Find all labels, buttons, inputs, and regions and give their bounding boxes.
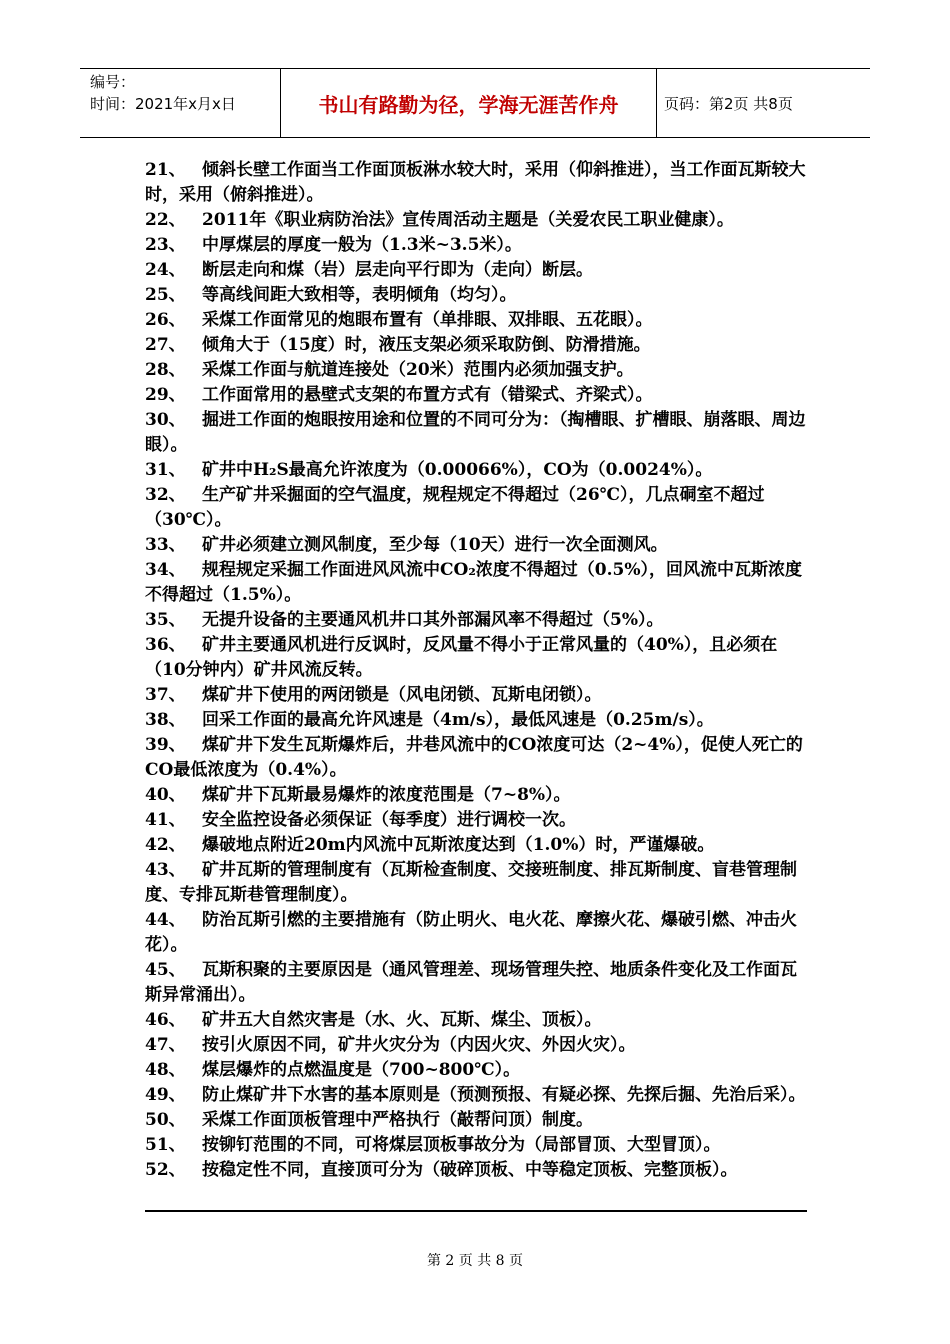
code-label: 编号： xyxy=(90,73,136,91)
list-item xyxy=(145,233,810,258)
item-text: 安全监控设备必须保证（每季度）进行调校一次。 xyxy=(202,810,576,830)
item-number: 38、 xyxy=(145,710,186,730)
item-number: 46、 xyxy=(145,1010,186,1030)
list-item xyxy=(145,358,810,383)
item-text: 煤矿井下发生瓦斯爆炸后，井巷风流中的CO浓度可达（2~4%），促使人死亡的CO最低浓度为（0.4%）。 xyxy=(145,735,803,780)
list-item xyxy=(145,258,810,283)
list-item xyxy=(145,808,810,833)
item-number: 30、 xyxy=(145,410,186,430)
item-number: 25、 xyxy=(145,285,186,305)
list-item xyxy=(145,283,810,308)
item-text: 倾斜长壁工作面当工作面顶板淋水较大时，采用（仰斜推进），当工作面瓦斯较大时，采用（俯斜推进）。 xyxy=(145,160,806,205)
item-number: 48、 xyxy=(145,1060,186,1080)
list-item xyxy=(145,208,810,233)
item-text: 规程规定采掘工作面进风风流中CO₂浓度不得超过（0.5%），回风流中瓦斯浓度不得超过（1.5%）。 xyxy=(145,560,803,605)
item-number: 47、 xyxy=(145,1035,186,1055)
item-text: 矿井主要通风机进行反讽时，反风量不得小于正常风量的（40%），且必须在（10分钟内）矿井风流反转。 xyxy=(145,635,778,680)
item-text: 按铆钉范围的不同，可将煤层顶板事故分为（局部冒顶、大型冒顶）。 xyxy=(202,1135,721,1155)
item-text: 按稳定性不同，直接顶可分为（破碎顶板、中等稳定顶板、完整顶板）。 xyxy=(202,1160,738,1180)
item-number: 28、 xyxy=(145,360,186,380)
list-item xyxy=(145,408,810,458)
item-number: 29、 xyxy=(145,385,186,405)
question-list xyxy=(145,158,810,1183)
item-text: 矿井瓦斯的管理制度有（瓦斯检查制度、交接班制度、排瓦斯制度、盲巷管理制度、专排瓦斯巷管理制度）。 xyxy=(145,860,797,905)
item-text: 断层走向和煤（岩）层走向平行即为（走向）断层。 xyxy=(202,260,593,280)
list-item xyxy=(145,1108,810,1133)
item-number: 51、 xyxy=(145,1135,186,1155)
item-text: 回采工作面的最高允许风速是（4m/s），最低风速是（0.25m/s）。 xyxy=(202,710,714,730)
list-item xyxy=(145,1008,810,1033)
item-number: 22、 xyxy=(145,210,186,230)
item-number: 50、 xyxy=(145,1110,186,1130)
item-number: 49、 xyxy=(145,1085,186,1105)
list-item xyxy=(145,1133,810,1158)
bottom-rule xyxy=(145,1210,807,1212)
item-text: 采煤工作面常见的炮眼布置有（单排眼、双排眼、五花眼）。 xyxy=(202,310,653,330)
item-text: 爆破地点附近20m内风流中瓦斯浓度达到（1.0%）时，严谨爆破。 xyxy=(202,835,715,855)
time-label: 时间：2021年x月x日 xyxy=(90,95,236,113)
list-item xyxy=(145,308,810,333)
list-item xyxy=(145,333,810,358)
item-text: 防治瓦斯引燃的主要措施有（防止明火、电火花、摩擦火花、爆破引燃、冲击火花）。 xyxy=(145,910,797,955)
list-item xyxy=(145,1083,810,1108)
item-text: 矿井必须建立测风制度，至少每（10天）进行一次全面测风。 xyxy=(202,535,668,555)
list-item xyxy=(145,1058,810,1083)
header-page-info: 页码：第2页 共8页 xyxy=(664,94,793,113)
item-number: 42、 xyxy=(145,835,186,855)
list-item xyxy=(145,908,810,958)
item-number: 43、 xyxy=(145,860,186,880)
item-number: 26、 xyxy=(145,310,186,330)
item-text: 按引火原因不同，矿井火灾分为（内因火灾、外因火灾）。 xyxy=(202,1035,636,1055)
item-number: 39、 xyxy=(145,735,186,755)
list-item xyxy=(145,483,810,533)
header-motto: 书山有路勤为径，学海无涯苦作舟 xyxy=(280,69,657,137)
item-text: 采煤工作面与航道连接处（20米）范围内必须加强支护。 xyxy=(202,360,634,380)
page-header xyxy=(80,68,870,138)
item-text: 防止煤矿井下水害的基本原则是（预测预报、有疑必探、先探后掘、先治后采）。 xyxy=(202,1085,806,1105)
item-text: 生产矿井采掘面的空气温度，规程规定不得超过（26℃），几点硐室不超过（30℃）。 xyxy=(145,485,765,530)
list-item xyxy=(145,1033,810,1058)
item-text: 等高线间距大致相等，表明倾角（均匀）。 xyxy=(202,285,517,305)
list-item xyxy=(145,733,810,783)
list-item xyxy=(145,958,810,1008)
list-item xyxy=(145,158,810,208)
item-number: 35、 xyxy=(145,610,186,630)
item-text: 矿井五大自然灾害是（水、火、瓦斯、煤尘、顶板）。 xyxy=(202,1010,602,1030)
item-text: 倾角大于（15度）时，液压支架必须采取防倒、防滑措施。 xyxy=(202,335,651,355)
list-item xyxy=(145,858,810,908)
list-item xyxy=(145,683,810,708)
item-number: 41、 xyxy=(145,810,186,830)
item-number: 32、 xyxy=(145,485,186,505)
item-text: 矿井中H₂S最高允许浓度为（0.00066%），CO为（0.0024%）。 xyxy=(202,460,713,480)
list-item xyxy=(145,533,810,558)
item-number: 52、 xyxy=(145,1160,186,1180)
list-item xyxy=(145,833,810,858)
item-number: 37、 xyxy=(145,685,186,705)
item-number: 33、 xyxy=(145,535,186,555)
item-number: 23、 xyxy=(145,235,186,255)
item-number: 27、 xyxy=(145,335,186,355)
list-item xyxy=(145,383,810,408)
item-text: 煤矿井下瓦斯最易爆炸的浓度范围是（7~8%）。 xyxy=(202,785,571,805)
item-text: 瓦斯积聚的主要原因是（通风管理差、现场管理失控、地质条件变化及工作面瓦斯异常涌出）。 xyxy=(145,960,797,1005)
item-number: 31、 xyxy=(145,460,186,480)
item-number: 45、 xyxy=(145,960,186,980)
item-number: 44、 xyxy=(145,910,186,930)
list-item xyxy=(145,458,810,483)
item-text: 掘进工作面的炮眼按用途和位置的不同可分为：（掏槽眼、扩槽眼、崩落眼、周边眼）。 xyxy=(145,410,806,455)
list-item xyxy=(145,783,810,808)
item-text: 煤矿井下使用的两闭锁是（风电闭锁、瓦斯电闭锁）。 xyxy=(202,685,602,705)
list-item xyxy=(145,633,810,683)
item-text: 煤层爆炸的点燃温度是（700~800℃）。 xyxy=(202,1060,521,1080)
item-number: 34、 xyxy=(145,560,186,580)
item-number: 40、 xyxy=(145,785,186,805)
item-number: 24、 xyxy=(145,260,186,280)
item-text: 中厚煤层的厚度一般为（1.3米~3.5米）。 xyxy=(202,235,522,255)
item-number: 36、 xyxy=(145,635,186,655)
item-text: 工作面常用的悬壁式支架的布置方式有（错梁式、齐梁式）。 xyxy=(202,385,653,405)
item-text: 采煤工作面顶板管理中严格执行（敲帮问顶）制度。 xyxy=(202,1110,593,1130)
item-text: 无提升设备的主要通风机井口其外部漏风率不得超过（5%）。 xyxy=(202,610,664,630)
list-item xyxy=(145,1158,810,1183)
list-item xyxy=(145,708,810,733)
list-item xyxy=(145,558,810,608)
item-number: 21、 xyxy=(145,160,186,180)
item-text: 2011年《职业病防治法》宣传周活动主题是（关爱农民工职业健康）。 xyxy=(202,210,734,230)
page-footer: 第 2 页 共 8 页 xyxy=(426,1253,524,1269)
list-item xyxy=(145,608,810,633)
